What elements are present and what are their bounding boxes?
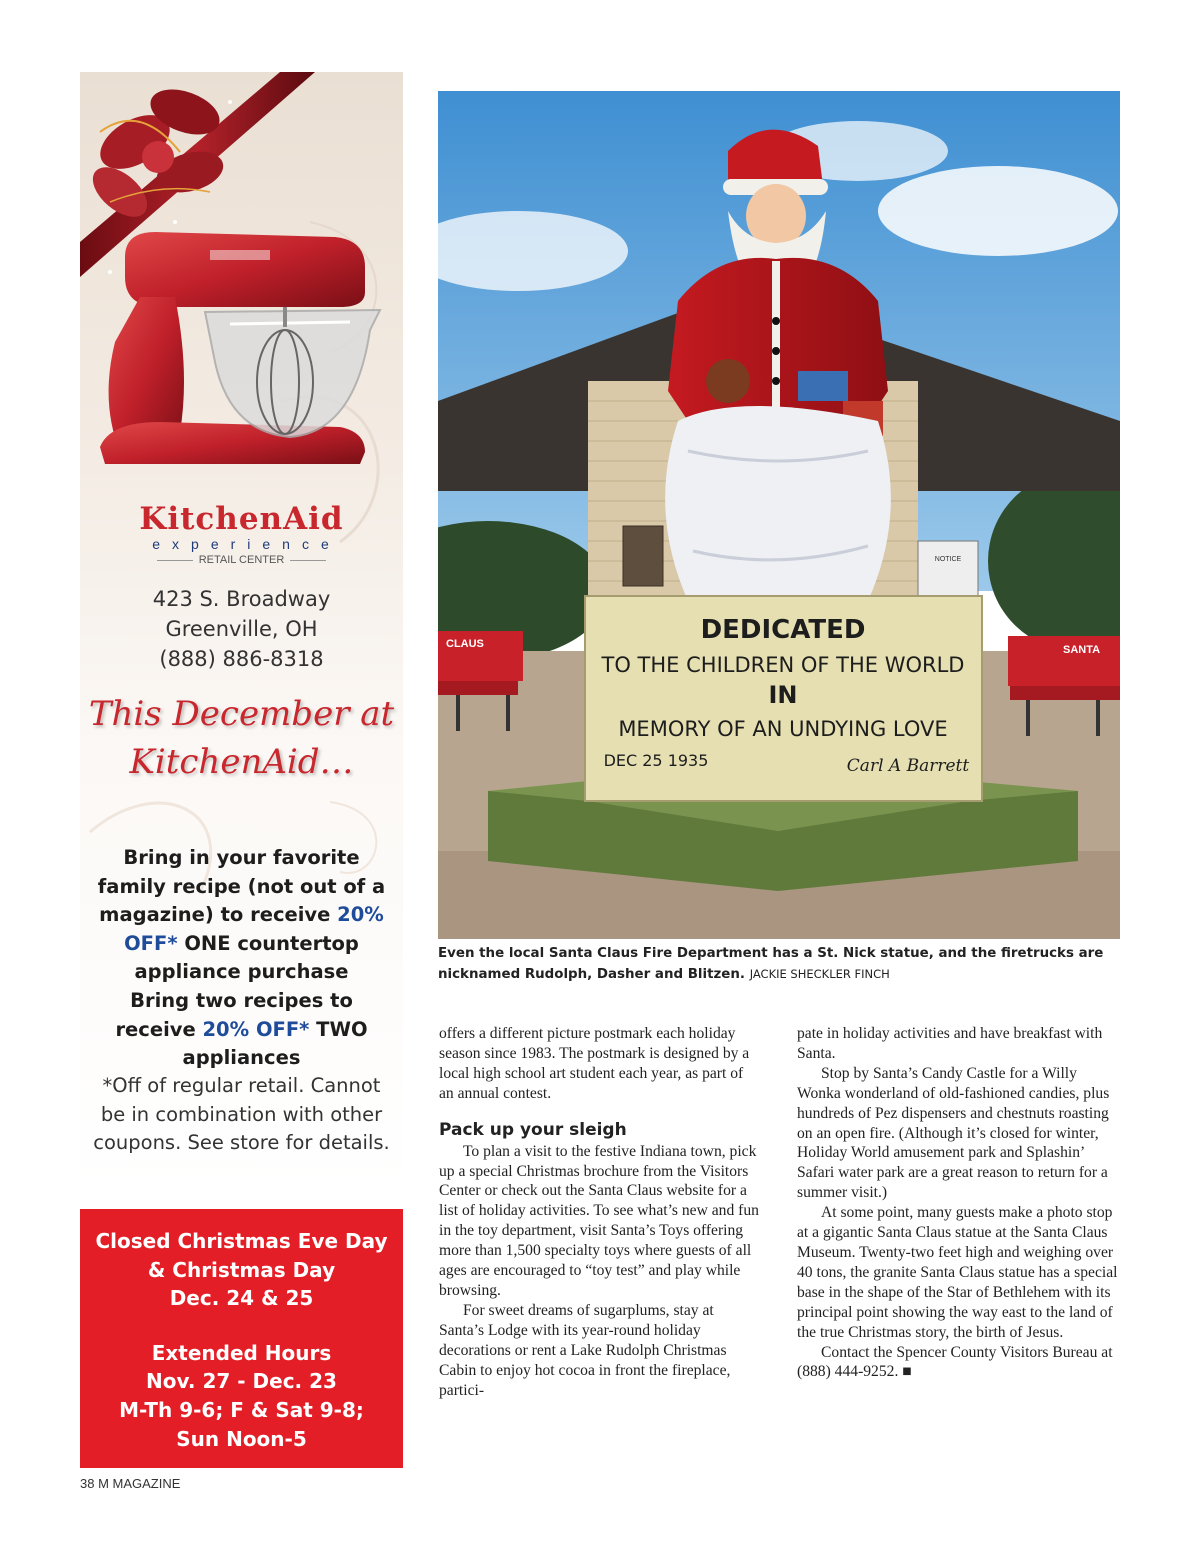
santa-statue-illustration xyxy=(438,91,1120,939)
discount-1: 20% OFF* xyxy=(124,903,384,955)
mixer-illustration xyxy=(80,72,403,492)
photo-caption xyxy=(438,944,1120,985)
svg-text:SANTA: SANTA xyxy=(1063,644,1101,656)
caption-text: Even the local Santa Claus Fire Department has a St. Nick statue, and the firetrucks are nicknamed Rudolph, Dasher and Blitzen. xyxy=(438,946,1104,982)
page-folio: 38 M MAGAZINE xyxy=(80,1476,181,1491)
offer-line-2: ONE countertop appliance purchase xyxy=(134,931,359,984)
brand-retail-label: RETAIL CENTER xyxy=(198,554,285,566)
store-address xyxy=(80,584,403,674)
address-phone: (888) 886-8318 xyxy=(159,647,324,671)
svg-text:CLAUS: CLAUS xyxy=(446,638,484,650)
script-line-1: This December at xyxy=(88,694,395,734)
plaque-line-1: DEDICATED xyxy=(700,615,866,645)
offer-line-4: TWO appliances xyxy=(182,1017,368,1070)
offer-line-3: Bring two recipes to receive xyxy=(115,988,353,1041)
paragraph: Contact the Spencer County Visitors Bureau at (888) 444-9252. ■ xyxy=(797,1343,1113,1381)
kitchenaid-ad xyxy=(80,72,403,1190)
plaque-line-3: IN xyxy=(768,681,798,709)
fine-print: *Off of regular retail. Cannot be in combination with other coupons. See store for details. xyxy=(93,1074,390,1155)
offer-line-1: Bring in your favorite family recipe (not out of a magazine) to receive xyxy=(97,846,386,927)
paragraph: To plan a visit to the festive Indiana town, pick up a special Christmas brochure from the Visitors Center or check out the Santa Claus website for a list of holiday activities. To see what’s new and fun in the toy department, visit Santa’s Toys offering more than 1,500 specialty toys where guests of all ages are encouraged to “toy test” and play while browsing. xyxy=(439,1142,759,1299)
photo-credit: JACKIE SHECKLER FINCH xyxy=(749,967,890,981)
article-column-1 xyxy=(439,1024,761,1400)
script-line-2: KitchenAid… xyxy=(129,742,354,782)
extended-line-1: Extended Hours xyxy=(151,1340,332,1365)
closed-line-1: Closed Christmas Eve Day xyxy=(95,1229,388,1253)
brand-name: KitchenAid xyxy=(139,501,344,537)
divider xyxy=(157,560,193,561)
offer-text xyxy=(90,844,393,1073)
paragraph: pate in holiday activities and have breakfast with Santa. xyxy=(797,1025,1103,1062)
paragraph: For sweet dreams of sugarplums, stay at Santa’s Lodge with its year-round holiday decorations or rent a Lake Rudolph Christmas Cabin to enjoy hot cocoa in front the fireplace, partici- xyxy=(439,1301,731,1399)
extended-line-3: M-Th 9-6; F & Sat 9-8; xyxy=(119,1397,364,1422)
plaque-signature: Carl A Barrett xyxy=(846,756,970,776)
address-street: 423 S. Broadway xyxy=(152,587,331,611)
divider xyxy=(290,560,326,561)
paragraph: At some point, many guests make a photo stop at a gigantic Santa Claus statue at the Santa Claus Museum. Twenty-two feet high and weighing over 40 tons, the granite Santa Claus statue has a special base in the shape of the Star of Bethlehem with its principal point showing the way east to the land of the true Christmas story, the birth of Jesus. xyxy=(797,1204,1118,1341)
brand-logo xyxy=(80,502,403,568)
paragraph: offers a different picture postmark each holiday season since 1983. The postmark is designed by a local high school art student each year, as part of an annual contest. xyxy=(439,1025,750,1102)
brand-retail-row xyxy=(80,552,403,568)
script-headline xyxy=(80,690,403,786)
paragraph: Stop by Santa’s Candy Castle for a Willy Wonka wonderland of old-fashioned candies, plus hundreds of Pez dispensers and chestnuts roasting on an open fire. (Although it’s closed for winter, Holiday World amusement park and Splashin’ Safari water park are a great reason to return for a summer visit.) xyxy=(797,1064,1110,1202)
brand-subtitle: experience xyxy=(152,536,341,552)
store-hours-box xyxy=(80,1209,403,1468)
plaque-line-4: MEMORY OF AN UNDYING LOVE xyxy=(618,717,948,741)
subhead: Pack up your sleigh xyxy=(439,1119,627,1140)
plaque-date: DEC 25 1935 xyxy=(603,751,709,770)
plaque-line-2: TO THE CHILDREN OF THE WORLD xyxy=(601,653,965,677)
extended-line-2: Nov. 27 - Dec. 23 xyxy=(146,1369,337,1394)
closed-line-2: & Christmas Day xyxy=(147,1257,336,1282)
article-column-2 xyxy=(797,1024,1119,1382)
closed-line-3: Dec. 24 & 25 xyxy=(169,1286,314,1311)
discount-2: 20% OFF* xyxy=(202,1017,310,1041)
extended-line-4: Sun Noon-5 xyxy=(176,1426,307,1451)
santa-statue-photo xyxy=(438,91,1120,939)
notice-sign: NOTICE xyxy=(934,556,962,563)
address-city: Greenville, OH xyxy=(165,617,318,641)
